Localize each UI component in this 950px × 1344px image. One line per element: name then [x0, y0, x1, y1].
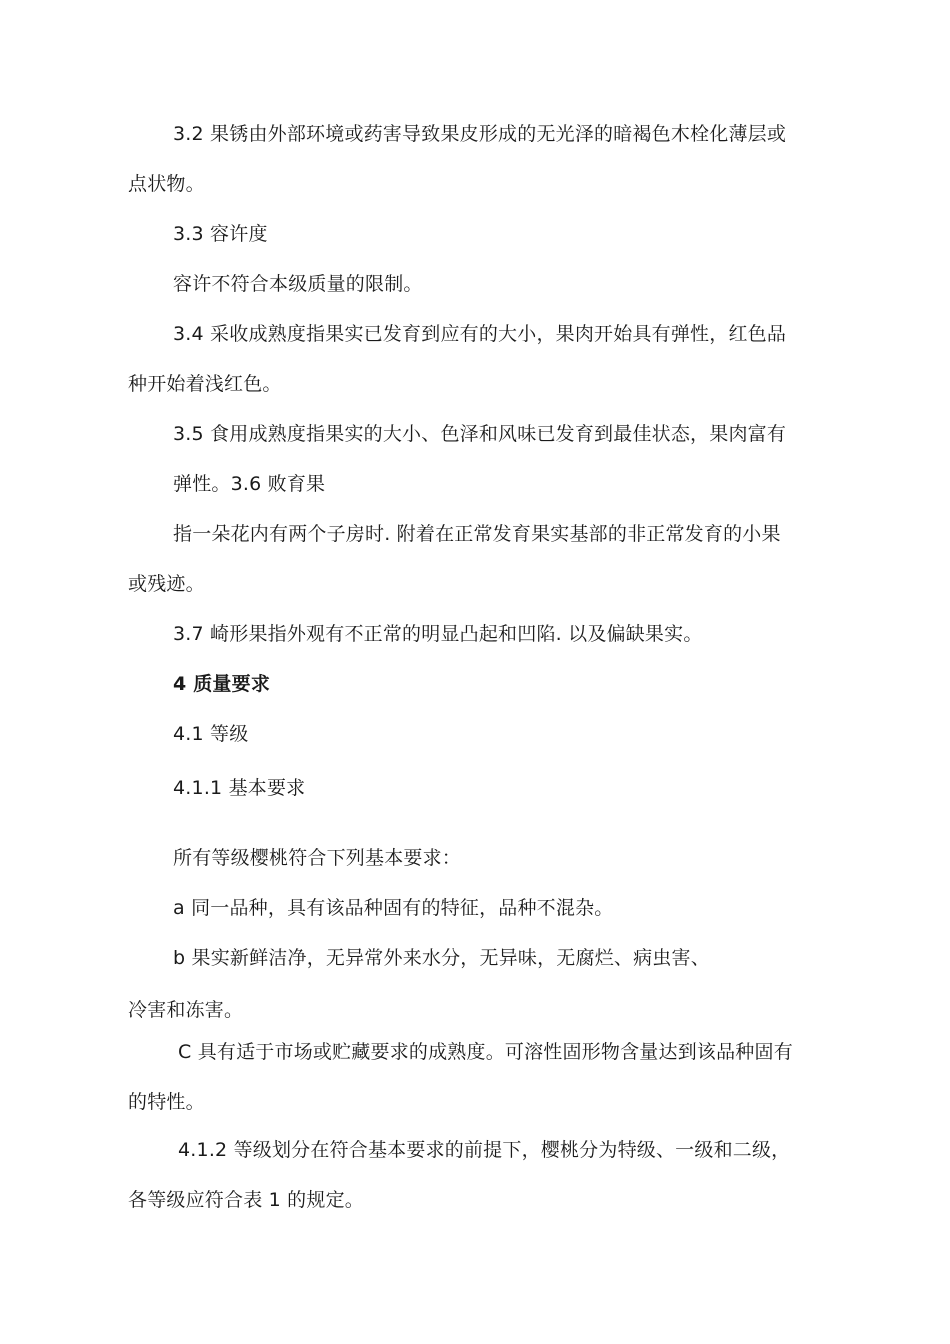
- item-b-line-1: b 果实新鲜洁净，无异常外来水分，无异味，无腐烂、病虫害、: [173, 947, 710, 969]
- heading-4-1: 4.1 等级: [173, 723, 249, 745]
- paragraph-3-2-line-2: 点状物。: [128, 173, 205, 195]
- item-a: a 同一品种，具有该品种固有的特征，品种不混杂。: [173, 897, 614, 919]
- paragraph-3-6-line-2: 或残迹。: [128, 573, 205, 595]
- paragraph-4-1-1: 所有等级樱桃符合下列基本要求：: [173, 847, 462, 869]
- paragraph-3-3: 容许不符合本级质量的限制。: [173, 273, 423, 295]
- paragraph-4-1-2-line-2: 各等级应符合表 1 的规定。: [128, 1189, 364, 1211]
- heading-4-1-1: 4.1.1 基本要求: [173, 777, 306, 799]
- paragraph-3-4-line-2: 种开始着浅红色。: [128, 373, 282, 395]
- paragraph-3-2-line-1: 3.2 果锈由外部环境或药害导致果皮形成的无光泽的暗褐色木栓化薄层或: [173, 123, 787, 145]
- item-c-line-2: 的特性。: [128, 1091, 205, 1113]
- paragraph-3-5-line-2: 弹性。3.6 败育果: [173, 473, 326, 495]
- heading-3-3: 3.3 容许度: [173, 223, 268, 245]
- paragraph-3-6-line-1: 指一朵花内有两个子房时. 附着在正常发育果实基部的非正常发育的小果: [173, 523, 781, 545]
- paragraph-3-4-line-1: 3.4 采收成熟度指果实已发育到应有的大小，果肉开始具有弹性，红色品: [173, 323, 787, 345]
- item-c-line-1: C 具有适于市场或贮藏要求的成熟度。可溶性固形物含量达到该品种固有: [178, 1041, 793, 1063]
- paragraph-3-7: 3.7 崎形果指外观有不正常的明显凸起和凹陷. 以及偏缺果实。: [173, 623, 703, 645]
- heading-4: 4 质量要求: [173, 673, 271, 695]
- item-b-line-2: 冷害和冻害。: [128, 999, 244, 1021]
- paragraph-4-1-2-line-1: 4.1.2 等级划分在符合基本要求的前提下，樱桃分为特级、一级和二级，: [178, 1139, 791, 1161]
- paragraph-3-5-line-1: 3.5 食用成熟度指果实的大小、色泽和风味已发育到最佳状态，果肉富有: [173, 423, 787, 445]
